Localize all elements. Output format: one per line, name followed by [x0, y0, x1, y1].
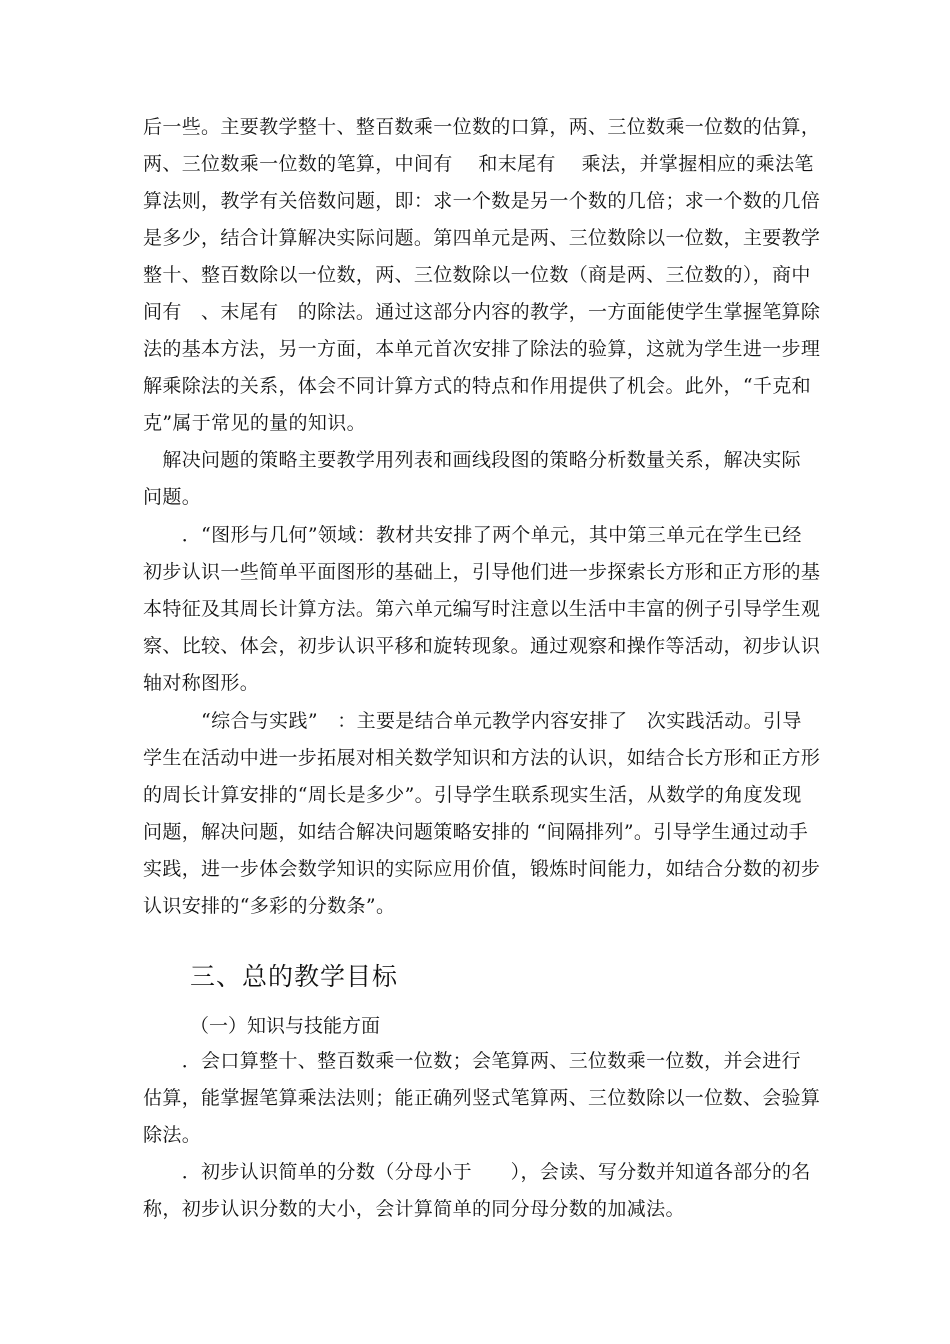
text-line: ．初步认识简单的分数（分母小于 ），会读、写分数并知道各部分的名 — [143, 1161, 811, 1183]
text-line: 估算，能掌握笔算乘法法则；能正确列竖式笔算两、三位数除以一位数、会验算 — [143, 1087, 821, 1109]
text-line: 除法。 — [143, 1124, 202, 1146]
text-line: 间有 、末尾有 的除法。通过这部分内容的教学，一方面能使学生掌握笔算除 — [143, 301, 821, 323]
text-line: 克”属于常见的量的知识。 — [143, 412, 366, 434]
text-line: 整十、整百数除以一位数，两、三位数除以一位数（商是两、三位数的），商中 — [143, 264, 811, 286]
text-line: 解决问题的策略主要教学用列表和画线段图的策略分析数量关系，解决实际 — [143, 449, 801, 471]
text-line: 算法则，教学有关倍数问题，即：求一个数是另一个数的几倍；求一个数的几倍 — [143, 190, 821, 212]
text-line: ．会口算整十、整百数乘一位数；会笔算两、三位数乘一位数，并会进行 — [143, 1050, 801, 1072]
text-line: 法的基本方法，另一方面，本单元首次安排了除法的验算，这就为学生进一步理 — [143, 338, 821, 360]
text-line: 学生在活动中进一步拓展对相关数学知识和方法的认识，如结合长方形和正方形 — [143, 747, 821, 769]
text-line: 两、三位数乘一位数的笔算，中间有 和末尾有 乘法，并掌握相应的乘法笔 — [143, 153, 814, 175]
text-line: 解乘除法的关系，体会不同计算方式的特点和作用提供了机会。此外，“千克和 — [143, 375, 811, 397]
text-line: “综合与实践” ：主要是结合单元教学内容安排了 次实践活动。引导 — [143, 710, 802, 732]
text-line: 本特征及其周长计算方法。第六单元编写时注意以生活中丰富的例子引导学生观 — [143, 598, 821, 620]
text-line: 是多少，结合计算解决实际问题。第四单元是两、三位数除以一位数，主要教学 — [143, 227, 821, 249]
text-line: 问题，解决问题，如结合解决问题策略安排的 “间隔排列”。引导学生通过动手 — [143, 821, 809, 843]
text-line: 的周长计算安排的“周长是多少”。引导学生联系现实生活，从数学的角度发现 — [143, 784, 802, 806]
text-line: 轴对称图形。 — [143, 672, 260, 694]
text-line: 称，初步认识分数的大小，会计算简单的同分母分数的加减法。 — [143, 1198, 685, 1220]
text-line: ．“图形与几何”领域：教材共安排了两个单元，其中第三单元在学生已经 — [143, 524, 802, 546]
text-line: 认识安排的“多彩的分数条”。 — [143, 895, 396, 917]
text-line: 察、比较、体会，初步认识平移和旋转现象。通过观察和操作等活动，初步认识 — [143, 635, 821, 657]
subsection-heading: （一）知识与技能方面 — [190, 1015, 381, 1037]
text-line: 实践，进一步体会数学知识的实际应用价值，锻炼时间能力，如结合分数的初步 — [143, 858, 821, 880]
section-heading: 三、总的教学目标 — [190, 962, 399, 991]
text-line: 问题。 — [143, 486, 202, 508]
text-line: 后一些。主要教学整十、整百数乘一位数的口算，两、三位数乘一位数的估算， — [143, 116, 821, 138]
text-line: 初步认识一些简单平面图形的基础上，引导他们进一步探索长方形和正方形的基 — [143, 561, 821, 583]
